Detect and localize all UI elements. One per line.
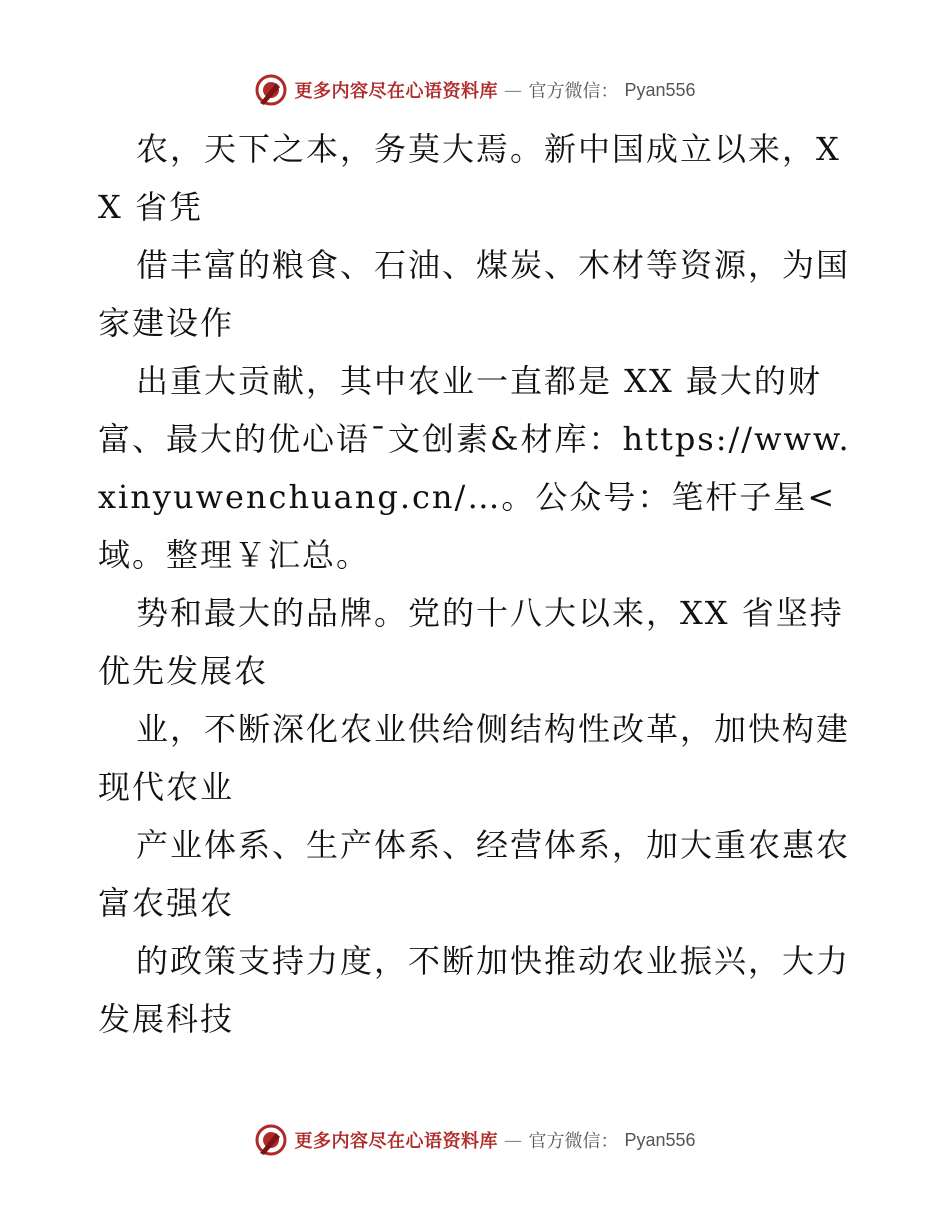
document-body	[98, 120, 858, 1048]
paragraph: 的政策支持力度，不断加快推动农业振兴，大力发展科技	[98, 942, 851, 1038]
watermark-wechat-label: 官方微信：	[528, 1131, 619, 1151]
paragraph: 农，天下之本，务莫大焉。新中国成立以来，XX 省凭	[98, 130, 841, 226]
paragraph: 业，不断深化农业供给侧结构性改革，加快构建现代农业	[98, 710, 851, 806]
watermark-separator: —	[503, 79, 523, 101]
pen-logo-icon	[254, 73, 288, 107]
paragraph: 出重大贡献，其中农业一直都是 XX 最大的财富、最大的优心语¯文创素&材库：https://www.xinyuwenchuang.cn/…。公众号：笔杆子星<域。整理￥汇总。	[98, 362, 851, 574]
watermark-wechat-label: 官方微信：	[528, 81, 619, 101]
pen-logo-icon	[254, 1123, 288, 1157]
watermark-separator: —	[503, 1129, 523, 1151]
header-watermark	[0, 70, 950, 110]
watermark-brand: 更多内容尽在心语资料库	[294, 81, 498, 102]
paragraph: 借丰富的粮食、石油、煤炭、木材等资源，为国家建设作	[98, 246, 851, 342]
watermark-wechat-id: Pyan556	[624, 1129, 696, 1150]
watermark-brand: 更多内容尽在心语资料库	[294, 1131, 498, 1152]
paragraph: 势和最大的品牌。党的十八大以来，XX 省坚持优先发展农	[98, 594, 844, 690]
paragraph: 产业体系、生产体系、经营体系，加大重农惠农富农强农	[98, 826, 851, 922]
footer-watermark	[0, 1120, 950, 1160]
watermark-wechat-id: Pyan556	[624, 79, 696, 100]
